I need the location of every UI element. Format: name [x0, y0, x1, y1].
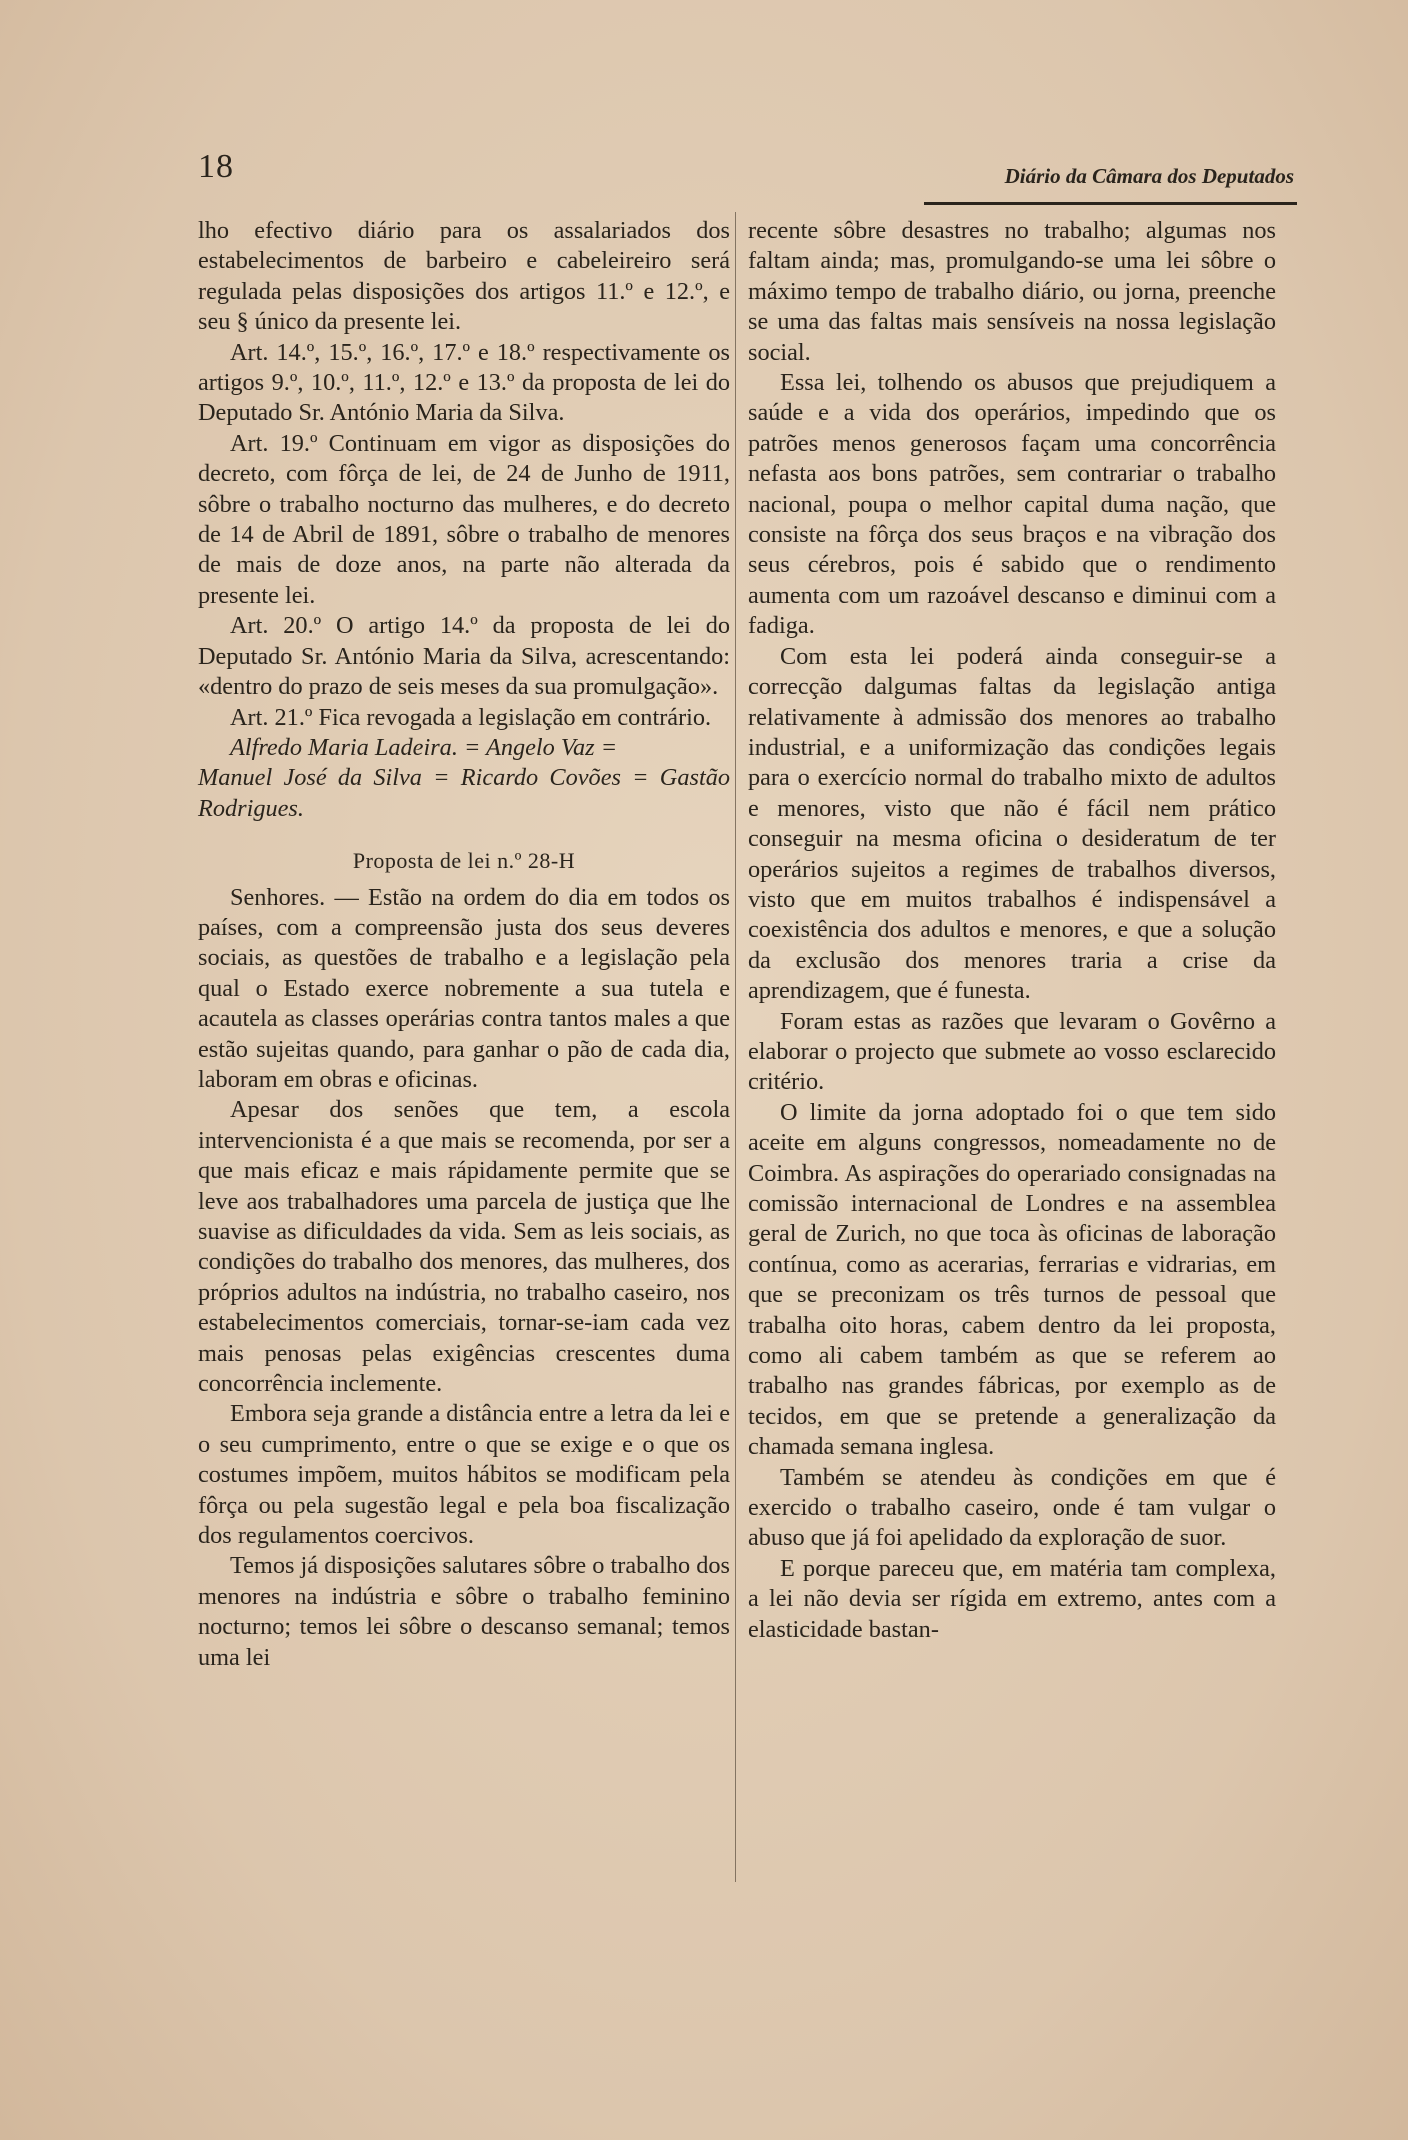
article-19: Art. 19.º Continuam em vigor as disposições do decreto, com fôrça de lei, de 24 de Junho de 1911, sôbre o trabalho nocturno das mulheres, e do decreto de 14 de Abril de 1891, sôbre o trabalho de menores de mais de doze anos, na parte não alterada da presente lei.: [198, 429, 730, 609]
paragraph: Apesar dos senões que tem, a escola intervencionista é a que mais se recomenda, por ser a que mais eficaz e mais rápidamente permite que se leve aos trabalhadores uma parcela de justiça que lhe suavise as dificuldades da vida. Sem as leis sociais, as condições do trabalho dos menores, das mulheres, dos próprios adultos na indústria, no trabalho caseiro, nos estabelecimentos comerciais, tornar-se-iam cada vez mais penosas pelas exigências crescentes duma concorrência inclemente.: [198, 1096, 730, 1398]
paragraph: Com esta lei poderá ainda conseguir-se a correcção dalgumas faltas da legislação antiga relativamente à admissão dos menores ao trabalho industrial, e a uniformização das condições legais para o exercício normal do trabalho mixto de adultos e menores, visto que não é fácil nem prático conseguir na mesma oficina o desideratum de ter operários sujeitos a regimes de trabalhos diversos, visto que em muitos trabalhos é indispensável a coexistência dos adultos e menores, e que a solução da exclusão dos menores traria a crise da aprendizagem, que é funesta.: [748, 642, 1276, 1005]
paragraph: O limite da jorna adoptado foi o que tem sido aceite em alguns congressos, nomeadamente no de Coimbra. As aspirações do operariado consignadas na comissão internacional de Londres e na assemblea geral de Zurich, no que toca às oficinas de laboração contínua, como as acerarias, ferrarias e vidrarias, em que se preconizam os três turnos de pessoal que trabalha oito horas, cabem dentro da lei proposta, como ali cabem também as que se referem ao trabalho nas grandes fábricas, por exemplo as de tecidos, em que se pretende a generalização da chamada semana inglesa.: [748, 1098, 1276, 1461]
article-14-18: Art. 14.º, 15.º, 16.º, 17.º e 18.º respectivamente os artigos 9.º, 10.º, 11.º, 12.º e 13.º da proposta de lei do Deputado Sr. António Maria da Silva.: [198, 338, 730, 427]
paragraph: Embora seja grande a distância entre a letra da lei e o seu cumprimento, entre o que se exige e o que os costumes impõem, muitos hábitos se modificam pela fôrça ou pela sugestão legal e pela boa fiscalização dos regulamentos coercivos.: [198, 1400, 730, 1550]
paragraph: Essa lei, tolhendo os abusos que prejudiquem a saúde e a vida dos operários, impedindo que os patrões menos generosos façam uma concorrência nefasta aos bons patrões, sem contrariar o trabalho nacional, poupa o melhor capital duma nação, que consiste na fôrça dos seus braços e na vibração dos seus cérebros, pois é sabido que o rendimento aumenta com um razoável descanso e diminui com a fadiga.: [748, 369, 1276, 640]
paragraph: Senhores. — Estão na ordem do dia em todos os países, com a compreensão justa dos seus deveres sociais, as questões de trabalho e a legislação pela qual o Estado exerce nobremente a sua tutela e acautela as classes operárias contra tantos males a que estão sujeitas quando, para ganhar o pão de cada dia, laboram em obras e oficinas.: [198, 883, 730, 1093]
signatures-line-1: Alfredo Maria Ladeira. = Angelo Vaz =: [230, 733, 618, 761]
paragraph: E porque pareceu que, em matéria tam complexa, a lei não devia ser rígida em extremo, antes com a elasticidade bastan-: [748, 1554, 1276, 1643]
left-column: [198, 216, 730, 1673]
paragraph: Também se atendeu às condições em que é exercido o trabalho caseiro, onde é tam vulgar o abuso que já foi apelidado da exploração de suor.: [748, 1463, 1276, 1552]
header-rule: [924, 202, 1297, 205]
paragraph: recente sôbre desastres no trabalho; algumas nos faltam ainda; mas, promulgando-se uma lei sôbre o máximo tempo de trabalho diário, ou jorna, preenche se uma das faltas mais sensíveis na nossa legislação social.: [748, 217, 1276, 366]
page-number: 18: [198, 148, 234, 185]
article-21: Art. 21.º Fica revogada a legislação em contrário.: [230, 703, 712, 731]
right-column: [748, 216, 1276, 1645]
signatures-line-2: Manuel José da Silva = Ricardo Covões = Gastão Rodrigues.: [198, 764, 730, 822]
paragraph: lho efectivo diário para os assalariados dos estabelecimentos de barbeiro e cabeleireiro será regulada pelas disposições dos artigos 11.º e 12.º, e seu § único da presente lei.: [198, 217, 730, 336]
proposal-heading: Proposta de lei n.º 28-H: [352, 848, 576, 874]
column-divider: [735, 212, 736, 1882]
publication-title: Diário da Câmara dos Deputados: [1004, 164, 1294, 188]
paragraph: Foram estas as razões que levaram o Govêrno a elaborar o projecto que submete ao vosso esclarecido critério.: [748, 1007, 1276, 1096]
article-20: Art. 20.º O artigo 14.º da proposta de lei do Deputado Sr. António Maria da Silva, acrescentando: «dentro do prazo de seis meses da sua promulgação».: [198, 612, 730, 701]
paragraph: Temos já disposições salutares sôbre o trabalho dos menores na indústria e sôbre o trabalho feminino nocturno; temos lei sôbre o descanso semanal; temos uma lei: [198, 1552, 730, 1671]
